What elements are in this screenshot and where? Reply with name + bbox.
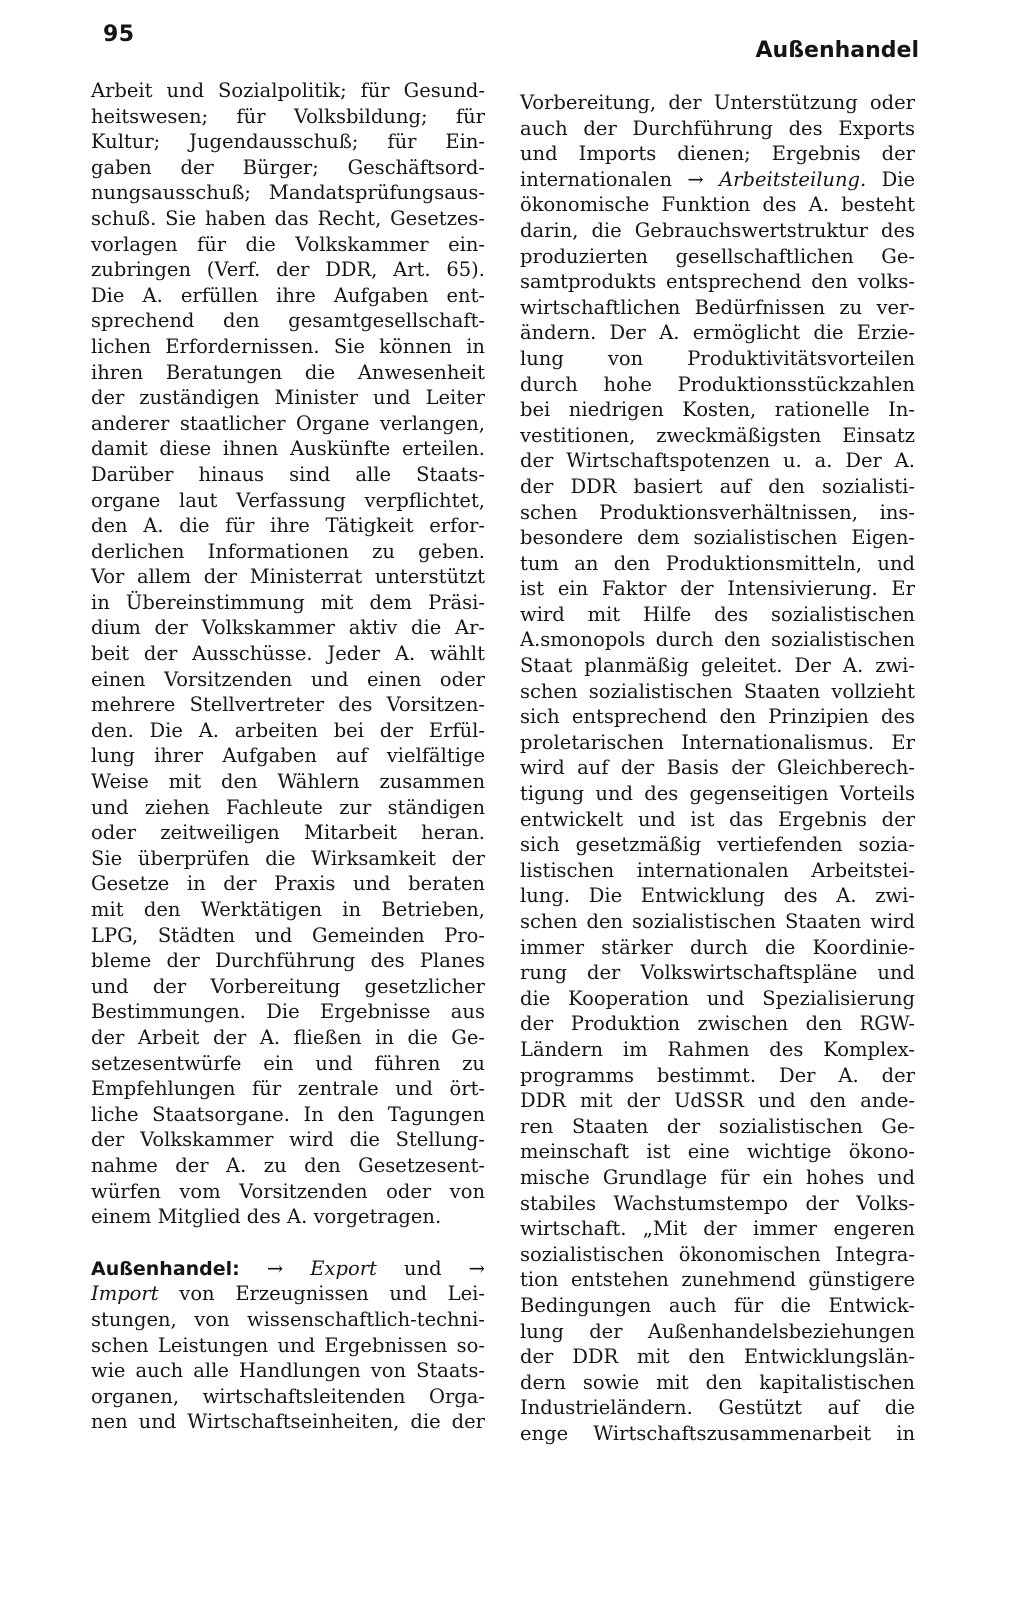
- text-line: meinschaft ist eine wichtige ökono-: [520, 1140, 915, 1164]
- text-line: vorlagen für die Volkskammer ein-: [91, 232, 485, 256]
- text-line: Die A. erfüllen ihre Aufgaben ent-: [91, 283, 485, 307]
- text-line: lung der Außenhandelsbeziehungen: [520, 1319, 915, 1343]
- text-line: bleme der Durchführung des Planes: [91, 949, 485, 973]
- text-line: Ländern im Rahmen des Komplex-: [520, 1037, 915, 1061]
- text-line: dern sowie mit den kapitalistischen: [520, 1370, 915, 1394]
- text-line: Empfehlungen für zentrale und ört-: [91, 1077, 485, 1101]
- text-line: programms bestimmt. Der A. der: [520, 1063, 915, 1087]
- text-line: [91, 1281, 485, 1307]
- text-line: der Wirtschaftspotenzen u. a. Der A.: [520, 449, 915, 473]
- text-line: Bestimmungen. Die Ergebnisse aus: [91, 1000, 485, 1024]
- text-line: durch hohe Produktionsstückzahlen: [520, 372, 915, 396]
- cross-reference: Arbeitsteilung.: [719, 167, 867, 191]
- text-line: einem Mitglied des A. vorgetragen.: [91, 1205, 442, 1229]
- text-line: der Volkskammer wird die Stellung-: [91, 1128, 485, 1152]
- text-line: tion entstehen zunehmend günstigere: [520, 1268, 915, 1292]
- text-line: nen und Wirtschaftseinheiten, die der: [91, 1410, 485, 1434]
- text-line: mit den Werktätigen in Betrieben,: [91, 898, 485, 921]
- text-line: den A. die für ihre Tätigkeit erfor-: [91, 514, 485, 538]
- text-line: schen Leistungen und Ergebnissen so-: [91, 1333, 485, 1357]
- text-line: rung der Volkswirtschaftspläne und: [520, 961, 915, 985]
- running-head: Außenhandel: [755, 38, 919, 63]
- text-line: Industrieländern. Gestützt auf die: [520, 1396, 915, 1420]
- text-line: der Arbeit der A. fließen in die Ge-: [91, 1025, 485, 1049]
- text-line: wie auch alle Handlungen von Staats-: [91, 1359, 485, 1383]
- arrow-icon: →: [266, 1256, 284, 1280]
- text-line: ökonomische Funktion des A. besteht: [520, 193, 915, 217]
- text-line: lichen Erfordernissen. Sie können in: [91, 334, 485, 358]
- text-line: ren Staaten der sozialistischen Ge-: [520, 1114, 915, 1138]
- text-line: der zuständigen Minister und Leiter: [91, 386, 485, 410]
- text-line: oder zeitweiligen Mitarbeit heran.: [91, 821, 485, 845]
- text-line: heitswesen; für Volksbildung; für: [91, 104, 485, 128]
- entry-lemma: Außenhandel:: [91, 1257, 240, 1280]
- text-line: schen Produktionsverhältnissen, ins-: [520, 500, 915, 524]
- text-line: Kultur; Jugendausschuß; für Ein-: [91, 130, 485, 154]
- text-line: setzesentwürfe ein und führen zu: [91, 1051, 485, 1075]
- text-line: besondere dem sozialistischen Eigen-: [520, 526, 915, 550]
- text-line-with-reference: [520, 167, 915, 193]
- cross-reference: Import: [91, 1282, 159, 1306]
- text-line: tigung und des gegenseitigen Vorteils: [520, 782, 915, 806]
- right-column: [520, 90, 915, 1446]
- text-line: Staat planmäßig geleitet. Der A. zwi-: [520, 654, 915, 678]
- arrow-icon: →: [468, 1256, 486, 1280]
- text-line: ändern. Der A. ermöglicht die Erzie-: [520, 321, 915, 345]
- left-column: [91, 78, 485, 1435]
- text-line: Vorbereitung, der Unterstützung oder: [520, 91, 915, 114]
- text-line: sich entsprechend den Prinzipien des: [520, 705, 915, 729]
- text-fragment: und: [403, 1256, 442, 1280]
- text-line: auch der Durchführung des Exports: [520, 116, 915, 140]
- text-line: wird auf der Basis der Gleichberech-: [520, 756, 915, 780]
- text-line: mehrere Stellvertreter des Vorsitzen-: [91, 693, 485, 717]
- text-fragment: Die: [881, 167, 916, 191]
- text-line: sprechend den gesamtgesellschaft-: [91, 309, 485, 333]
- text-line: darin, die Gebrauchswertstruktur des: [520, 218, 915, 242]
- text-line: mische Grundlage für ein hohes und: [520, 1165, 915, 1189]
- text-line: damit diese ihnen Auskünfte erteilen.: [91, 437, 485, 461]
- text-line: tum an den Produktionsmitteln, und: [520, 551, 915, 575]
- text-line: lung. Die Entwicklung des A. zwi-: [520, 884, 915, 908]
- text-line: immer stärker durch die Koordinie-: [520, 935, 915, 959]
- text-line: gaben der Bürger; Geschäftsord-: [91, 155, 485, 179]
- text-line: Arbeit und Sozialpolitik; für Gesund-: [91, 79, 485, 102]
- text-line: und Imports dienen; Ergebnis der: [520, 142, 915, 166]
- text-line: würfen vom Vorsitzenden oder von: [91, 1179, 485, 1203]
- text-line: proletarischen Internationalismus. Er: [520, 730, 915, 754]
- text-fragment: internationalen: [520, 167, 673, 191]
- text-line: listischen internationalen Arbeitstei-: [520, 858, 915, 882]
- text-line: nungsausschuß; Mandatsprüfungsaus-: [91, 181, 485, 205]
- text-line: organen, wirtschaftsleitenden Orga-: [91, 1384, 485, 1408]
- text-line: schen den sozialistischen Staaten wird: [520, 910, 915, 933]
- text-line: derlichen Informationen zu geben.: [91, 539, 485, 563]
- text-line: stungen, von wissenschaftlich-techni-: [91, 1307, 485, 1331]
- text-line: und der Vorbereitung gesetzlicher: [91, 974, 485, 998]
- text-line: Weise mit den Wählern zusammen: [91, 770, 485, 794]
- text-line: vestitionen, zweckmäßigsten Einsatz: [520, 423, 915, 447]
- text-line: wirtschaft. „Mit der immer engeren: [520, 1217, 915, 1241]
- text-line: anderer staatlicher Organe verlangen,: [91, 411, 485, 435]
- text-line: in Übereinstimmung mit dem Präsi-: [91, 590, 485, 614]
- text-fragment: von Erzeugnissen und Lei-: [179, 1282, 485, 1306]
- text-line: DDR mit der UdSSR und den ande-: [520, 1089, 915, 1113]
- text-line: lung von Produktivitätsvorteilen: [520, 346, 915, 370]
- text-line: Sie überprüfen die Wirksamkeit der: [91, 846, 485, 870]
- text-line: wird mit Hilfe des sozialistischen: [520, 602, 915, 626]
- text-line: ist ein Faktor der Intensivierung. Er: [520, 577, 915, 601]
- text-line: der DDR mit den Entwicklungslän-: [520, 1345, 915, 1369]
- cross-reference: Export: [310, 1256, 377, 1280]
- text-line: einen Vorsitzenden und einen oder: [91, 667, 485, 691]
- text-line: Gesetze in der Praxis und beraten: [91, 872, 485, 896]
- entry-headline: [91, 1256, 485, 1282]
- text-line: enge Wirtschaftszusammenarbeit in: [520, 1421, 915, 1445]
- text-line: wirtschaftlichen Bedürfnissen zu ver-: [520, 295, 915, 319]
- page-number: 95: [103, 22, 135, 47]
- text-line: stabiles Wachstumstempo der Volks-: [520, 1191, 915, 1215]
- text-line: samtprodukts entsprechend den volks-: [520, 270, 915, 294]
- text-line: dium der Volkskammer aktiv die Ar-: [91, 616, 485, 640]
- text-line: LPG, Städten und Gemeinden Pro-: [91, 923, 485, 947]
- text-line: entwickelt und ist das Ergebnis der: [520, 807, 915, 831]
- text-line: organe laut Verfassung verpflichtet,: [91, 488, 485, 512]
- text-line: der Produktion zwischen den RGW-: [520, 1012, 915, 1036]
- text-line: zubringen (Verf. der DDR, Art. 65).: [91, 258, 485, 282]
- text-line: produzierten gesellschaftlichen Ge-: [520, 244, 915, 268]
- text-line: liche Staatsorgane. In den Tagungen: [91, 1102, 485, 1126]
- text-line: schuß. Sie haben das Recht, Gesetzes-: [91, 206, 485, 230]
- text-line: sich gesetzmäßig vertiefenden sozia-: [520, 833, 915, 857]
- text-line: Darüber hinaus sind alle Staats-: [91, 462, 485, 486]
- text-line: schen sozialistischen Staaten vollzieht: [520, 679, 915, 703]
- arrow-icon: →: [687, 167, 704, 191]
- text-line: den. Die A. arbeiten bei der Erfül-: [91, 718, 485, 742]
- text-line: Bedingungen auch für die Entwick-: [520, 1293, 915, 1317]
- text-line: die Kooperation und Spezialisierung: [520, 986, 915, 1010]
- text-line: beit der Ausschüsse. Jeder A. wählt: [91, 642, 485, 666]
- text-line: der DDR basiert auf den sozialisti-: [520, 474, 915, 498]
- text-line: ihren Beratungen die Anwesenheit: [91, 360, 485, 384]
- text-line: bei niedrigen Kosten, rationelle In-: [520, 398, 915, 422]
- text-line: und ziehen Fachleute zur ständigen: [91, 795, 485, 819]
- text-line: nahme der A. zu den Gesetzesent-: [91, 1153, 485, 1177]
- text-line: A.smonopols durch den sozialistischen: [520, 628, 915, 652]
- text-line: lung ihrer Aufgaben auf vielfältige: [91, 744, 485, 768]
- text-line: Vor allem der Ministerrat unterstützt: [91, 565, 485, 589]
- text-line: sozialistischen ökonomischen Integra-: [520, 1242, 915, 1266]
